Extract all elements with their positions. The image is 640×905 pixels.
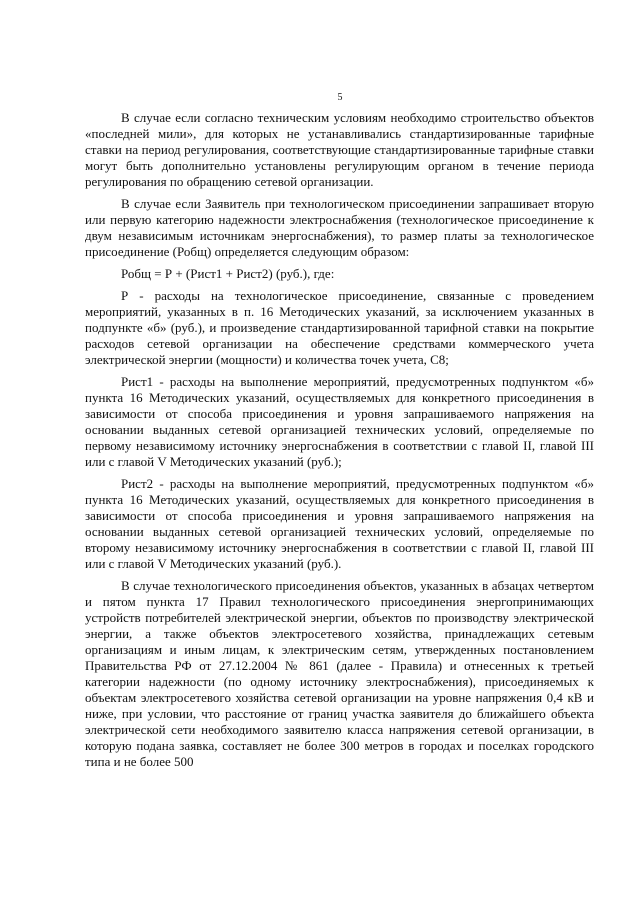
paragraph-definition-rist2: Рист2 - расходы на выполнение мероприятий, предусмотренных подпунктом «б» пункта 16 Методических указаний, осуществляемых для конкретного присоединения в зависимости от способа присоединения и уровня запрашиваемого напряжения на основании выданных сетевой организацией технических условий, определяемые по второму независимому источнику энергоснабжения в соответствии с главой II, главой III или с главой V Методических указаний (руб.). <box>85 476 594 571</box>
paragraph-reliability-category: В случае если Заявитель при технологическом присоединении запрашивает вторую или первую категорию надежности электроснабжения (технологическое присоединение к двум независимым источникам энергоснабжения), то размер платы за технологическое присоединение (Робщ) определяется следующим образом: <box>85 196 594 259</box>
paragraph-definition-p: Р - расходы на технологическое присоединение, связанные с проведением мероприятий, указанных в п. 16 Методических указаний, за исключением указанных в подпункте «б» (руб.), и произведение стандартизированной тарифной ставки на покрытие расходов сетевой организации на обеспечение средствами коммерческого учета электрической энергии (мощности) и количества точек учета, С8; <box>85 288 594 367</box>
formula-total-fee: Робщ = Р + (Рист1 + Рист2) (руб.), где: <box>121 266 335 281</box>
paragraph-last-mile: В случае если согласно техническим условиям необходимо строительство объектов «последней мили», для которых не устанавливались стандартизированные тарифные ставки на период регулирования, соответствующие стандартизированные тарифные ставки могут быть дополнительно установлены регулирующим органом в течение периода регулирования по обращению сетевой организации. <box>85 110 594 189</box>
document-body <box>85 110 594 770</box>
paragraph-definition-rist1: Рист1 - расходы на выполнение мероприятий, предусмотренных подпунктом «б» пункта 16 Методических указаний, осуществляемых для конкретного присоединения в зависимости от способа присоединения и уровня запрашиваемого напряжения на основании выданных сетевой организацией технических условий, определяемые по первому независимому источнику энергоснабжения в соответствии с главой II, главой III или с главой V Методических указаний (руб.); <box>85 374 594 469</box>
page-number: 5 <box>337 92 343 103</box>
paragraph-third-category: В случае технологического присоединения объектов, указанных в абзацах четвертом и пятом пункта 17 Правил технологического присоединения энергопринимающих устройств потребителей электрической энергии, объектов по производству электрической энергии, а также объектов электросетевого хозяйства, принадлежащих сетевым организациям и иным лицам, к электрическим сетям, утвержденных постановлением Правительства РФ от 27.12.2004 № 861 (далее - Правила) и отнесенных к третьей категории надежности (по одному источнику электроснабжения), присоединяемых к объектам электросетевого хозяйства сетевой организации на уровне напряжения 0,4 кВ и ниже, при условии, что расстояние от границ участка заявителя до ближайшего объекта электрической сети необходимого заявителю класса напряжения сетевой организации, в которую подана заявка, составляет не более 300 метров в городах и поселках городского типа и не более 500 <box>85 578 594 769</box>
